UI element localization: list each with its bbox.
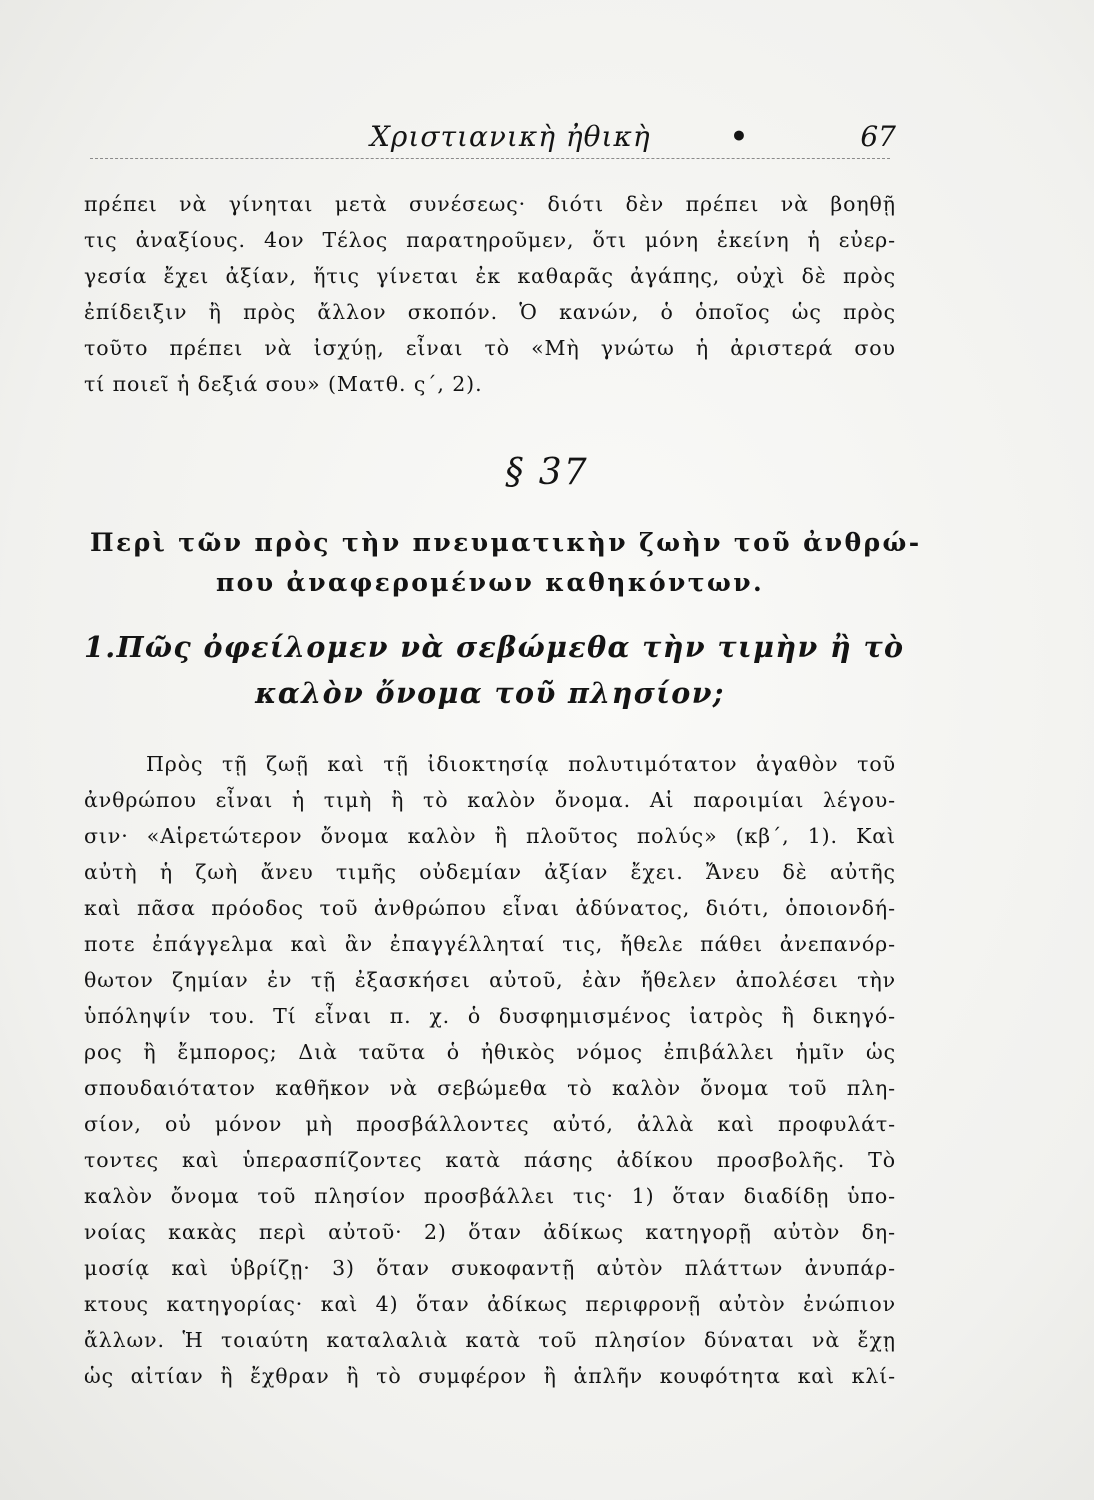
text-line: τοῦτο πρέπει νὰ ἰσχύῃ, εἶναι τὸ «Μὴ γνώτω ἡ ἀριστερά σου xyxy=(84,336,896,360)
section-number: § 37 xyxy=(505,452,589,493)
text-line: ὑπόληψίν του. Τί εἶναι π. χ. ὁ δυσφημισμένος ἰατρὸς ἢ δικηγό- xyxy=(84,1004,896,1028)
paragraph-main xyxy=(84,746,896,1394)
text-line: τοντες καὶ ὑπερασπίζοντες κατὰ πάσης ἀδίκου προσβολῆς. Τὸ xyxy=(84,1148,896,1172)
text-line: ἐπίδειξιν ἢ πρὸς ἄλλον σκοπόν. Ὁ κανών, ὁ ὁποῖος ὡς πρὸς xyxy=(84,300,896,324)
running-title: Χριστιανικὴ ἠθικὴ xyxy=(370,120,651,153)
text-line: καλὸν ὄνομα τοῦ πλησίον προσβάλλει τις· 1) ὅταν διαδίδῃ ὑπο- xyxy=(84,1184,896,1208)
header-dot: • xyxy=(730,120,748,153)
text-line: ἄλλων. Ἡ τοιαύτη καταλαλιὰ κατὰ τοῦ πλησίον δύναται νὰ ἔχῃ xyxy=(84,1328,896,1352)
section-heading-line-2: που ἀναφερομένων καθηκόντων. xyxy=(215,568,765,597)
question-line-1 xyxy=(84,630,905,664)
text-line: κτους κατηγορίας· καὶ 4) ὅταν ἀδίκως περιφρονῇ αὐτὸν ἐνώπιον xyxy=(84,1292,896,1316)
text-line: ἀνθρώπου εἶναι ἡ τιμὴ ἢ τὸ καλὸν ὄνομα. Αἱ παροιμίαι λέγου- xyxy=(84,788,896,812)
text-line: πρέπει νὰ γίνηται μετὰ συνέσεως· διότι δὲν πρέπει νὰ βοηθῇ xyxy=(84,192,896,216)
text-line: γεσία ἔχει ἀξίαν, ἥτις γίνεται ἐκ καθαρᾶς ἀγάπης, οὐχὶ δὲ πρὸς xyxy=(84,264,896,288)
text-line: καὶ πᾶσα πρόοδος τοῦ ἀνθρώπου εἶναι ἀδύνατος, διότι, ὁποιονδή- xyxy=(84,896,896,920)
text-line: ποτε ἐπάγγελμα καὶ ἂν ἐπαγγέλληταί τις, ἤθελε πάθει ἀνεπανόρ- xyxy=(84,932,896,956)
text-line: τις ἀναξίους. 4ον Τέλος παρατηροῦμεν, ὅτι μόνη ἐκείνη ἡ εὐερ- xyxy=(84,228,896,252)
question-number: 1. xyxy=(84,630,117,664)
question-line-2: καλὸν ὄνομα τοῦ πλησίον; xyxy=(255,676,725,710)
paragraph-top xyxy=(84,186,896,402)
text-line: μοσίᾳ καὶ ὑβρίζῃ· 3) ὅταν συκοφαντῇ αὐτὸν πλάττων ἀνυπάρ- xyxy=(84,1256,896,1280)
text-line: σίον, οὐ μόνον μὴ προσβάλλοντες αὐτό, ἀλλὰ καὶ προφυλάτ- xyxy=(84,1112,896,1136)
section-heading-line-1: Περὶ τῶν πρὸς τὴν πνευματικὴν ζωὴν τοῦ ἀνθρώ- xyxy=(90,528,922,557)
text-line: ὡς αἰτίαν ἢ ἔχθραν ἢ τὸ συμφέρον ἢ ἁπλῆν κουφότητα καὶ κλί- xyxy=(84,1364,896,1388)
text-line: σπουδαιότατον καθῆκον νὰ σεβώμεθα τὸ καλὸν ὄνομα τοῦ πλη- xyxy=(84,1076,896,1100)
text-line: Πρὸς τῇ ζωῇ καὶ τῇ ἰδιοκτησίᾳ πολυτιμότατον ἀγαθὸν τοῦ xyxy=(146,752,896,776)
text-line: ρος ἢ ἔμπορος; Διὰ ταῦτα ὁ ἠθικὸς νόμος ἐπιβάλλει ἡμῖν ὡς xyxy=(84,1040,896,1064)
text-line: θωτον ζημίαν ἐν τῇ ἐξασκήσει αὐτοῦ, ἐὰν ἤθελεν ἀπολέσει τὴν xyxy=(84,968,896,992)
page-number: 67 xyxy=(860,120,896,153)
text-line: νοίας κακὰς περὶ αὐτοῦ· 2) ὅταν ἀδίκως κατηγορῇ αὐτὸν δη- xyxy=(84,1220,896,1244)
text-line: σιν· «Αἱρετώτερον ὄνομα καλὸν ἢ πλοῦτος πολύς» (κβ΄, 1). Καὶ xyxy=(84,824,896,848)
question-text-1: Πῶς ὀφείλομεν νὰ σεβώμεθα τὴν τιμὴν ἢ τὸ xyxy=(116,630,905,664)
header-rule xyxy=(90,158,890,159)
text-line: τί ποιεῖ ἡ δεξιά σου» (Ματθ. ς΄, 2). xyxy=(84,372,483,396)
text-line: αὐτὴ ἡ ζωὴ ἄνευ τιμῆς οὐδεμίαν ἀξίαν ἔχει. Ἄνευ δὲ αὐτῆς xyxy=(84,860,896,884)
